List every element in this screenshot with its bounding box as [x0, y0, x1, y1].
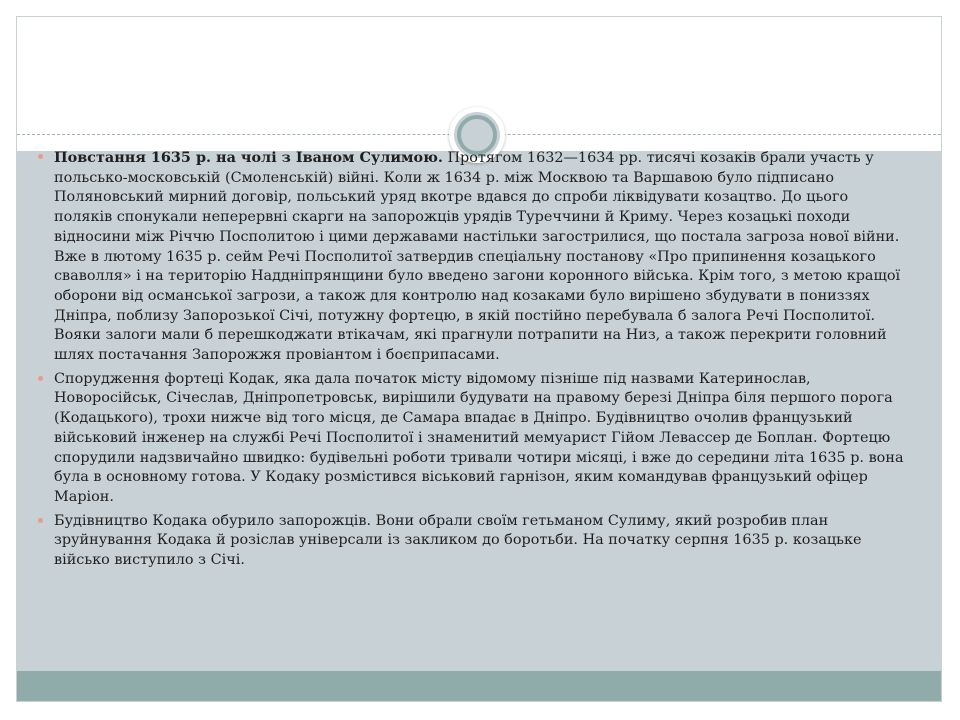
- bullet-list: [38, 148, 910, 575]
- paragraph-text: Протягом 1632—1634 рр. тисячі козаків брали участь у польсько-московській (Смоленській) війні. Коли ж 1634 р. між Москвою та Варшавою було підписано Поляновський мирний договір, польський уряд вкотре вдався до спроби ліквідувати козацтво. До цього поляків спонукали неперервні скарги на запорожців урядів Туреччини й Криму. Через козацькі походи відносини між Річчю Посполитою і цими державами настільки загострилися, що постала загроза нової війни. Вже в лютому 1635 р. сейм Речі Посполитої затвердив спеціальну постанову «Про припинення козацького сваволля» і на територію Наддніпрянщини було введено загони коронного війська. Крім того, з метою кращої оборони від османської загрози, а також для контролю над козаками було вирішено збудувати в пониззях Дніпра, поблизу Запорозької Січі, потужну фортецю, в якій постійно перебувала б залога Речі Посполитої. Вояки залоги мали б перешкоджати втікачам, які прагнули потрапити на Низ, а також перекрити головний шлях постачання Запорожжя провіантом і боєприпасами.: [54, 150, 901, 364]
- paragraph-text: Будівництво Кодака обурило запорожців. Вони обрали своїм гетьманом Сулиму, який розробив план зруйнування Кодака й розіслав універсали із закликом до боротьби. На початку серпня 1635 р. козацьке військо виступило з Січі.: [54, 512, 862, 569]
- footer-band: [17, 671, 941, 702]
- paragraph-lead: Повстання 1635 р. на чолі з Іваном Сулимою.: [54, 149, 443, 166]
- bullet-item-1: [38, 148, 910, 366]
- bullet-dot-icon: [38, 154, 43, 159]
- bullet-item-3: [38, 512, 910, 571]
- bullet-item-2: [38, 370, 910, 508]
- bullet-dot-icon: [38, 518, 43, 523]
- bullet-dot-icon: [38, 376, 43, 381]
- paragraph-text: Спорудження фортеці Кодак, яка дала початок місту відомому пізніше під назвами Катеринослав, Новоросійськ, Січеслав, Дніпропетровськ, вирішили будувати на правому березі Дніпра біля першого порога (Кодацького), трохи нижче від того місця, де Самара впадає в Дніпро. Будівництво очолив французький військовий інженер на службі Речі Посполитої і знаменитий мемуарист Гійом Левассер де Боплан. Фортецю спорудили надзвичайно швидко: будівельні роботи тривали чотири місяці, і вже до середини літа 1635 р. вона була в основному готова. У Кодаку розмістився віськовий гарнізон, яким командував французький офіцер Маріон.: [54, 370, 904, 505]
